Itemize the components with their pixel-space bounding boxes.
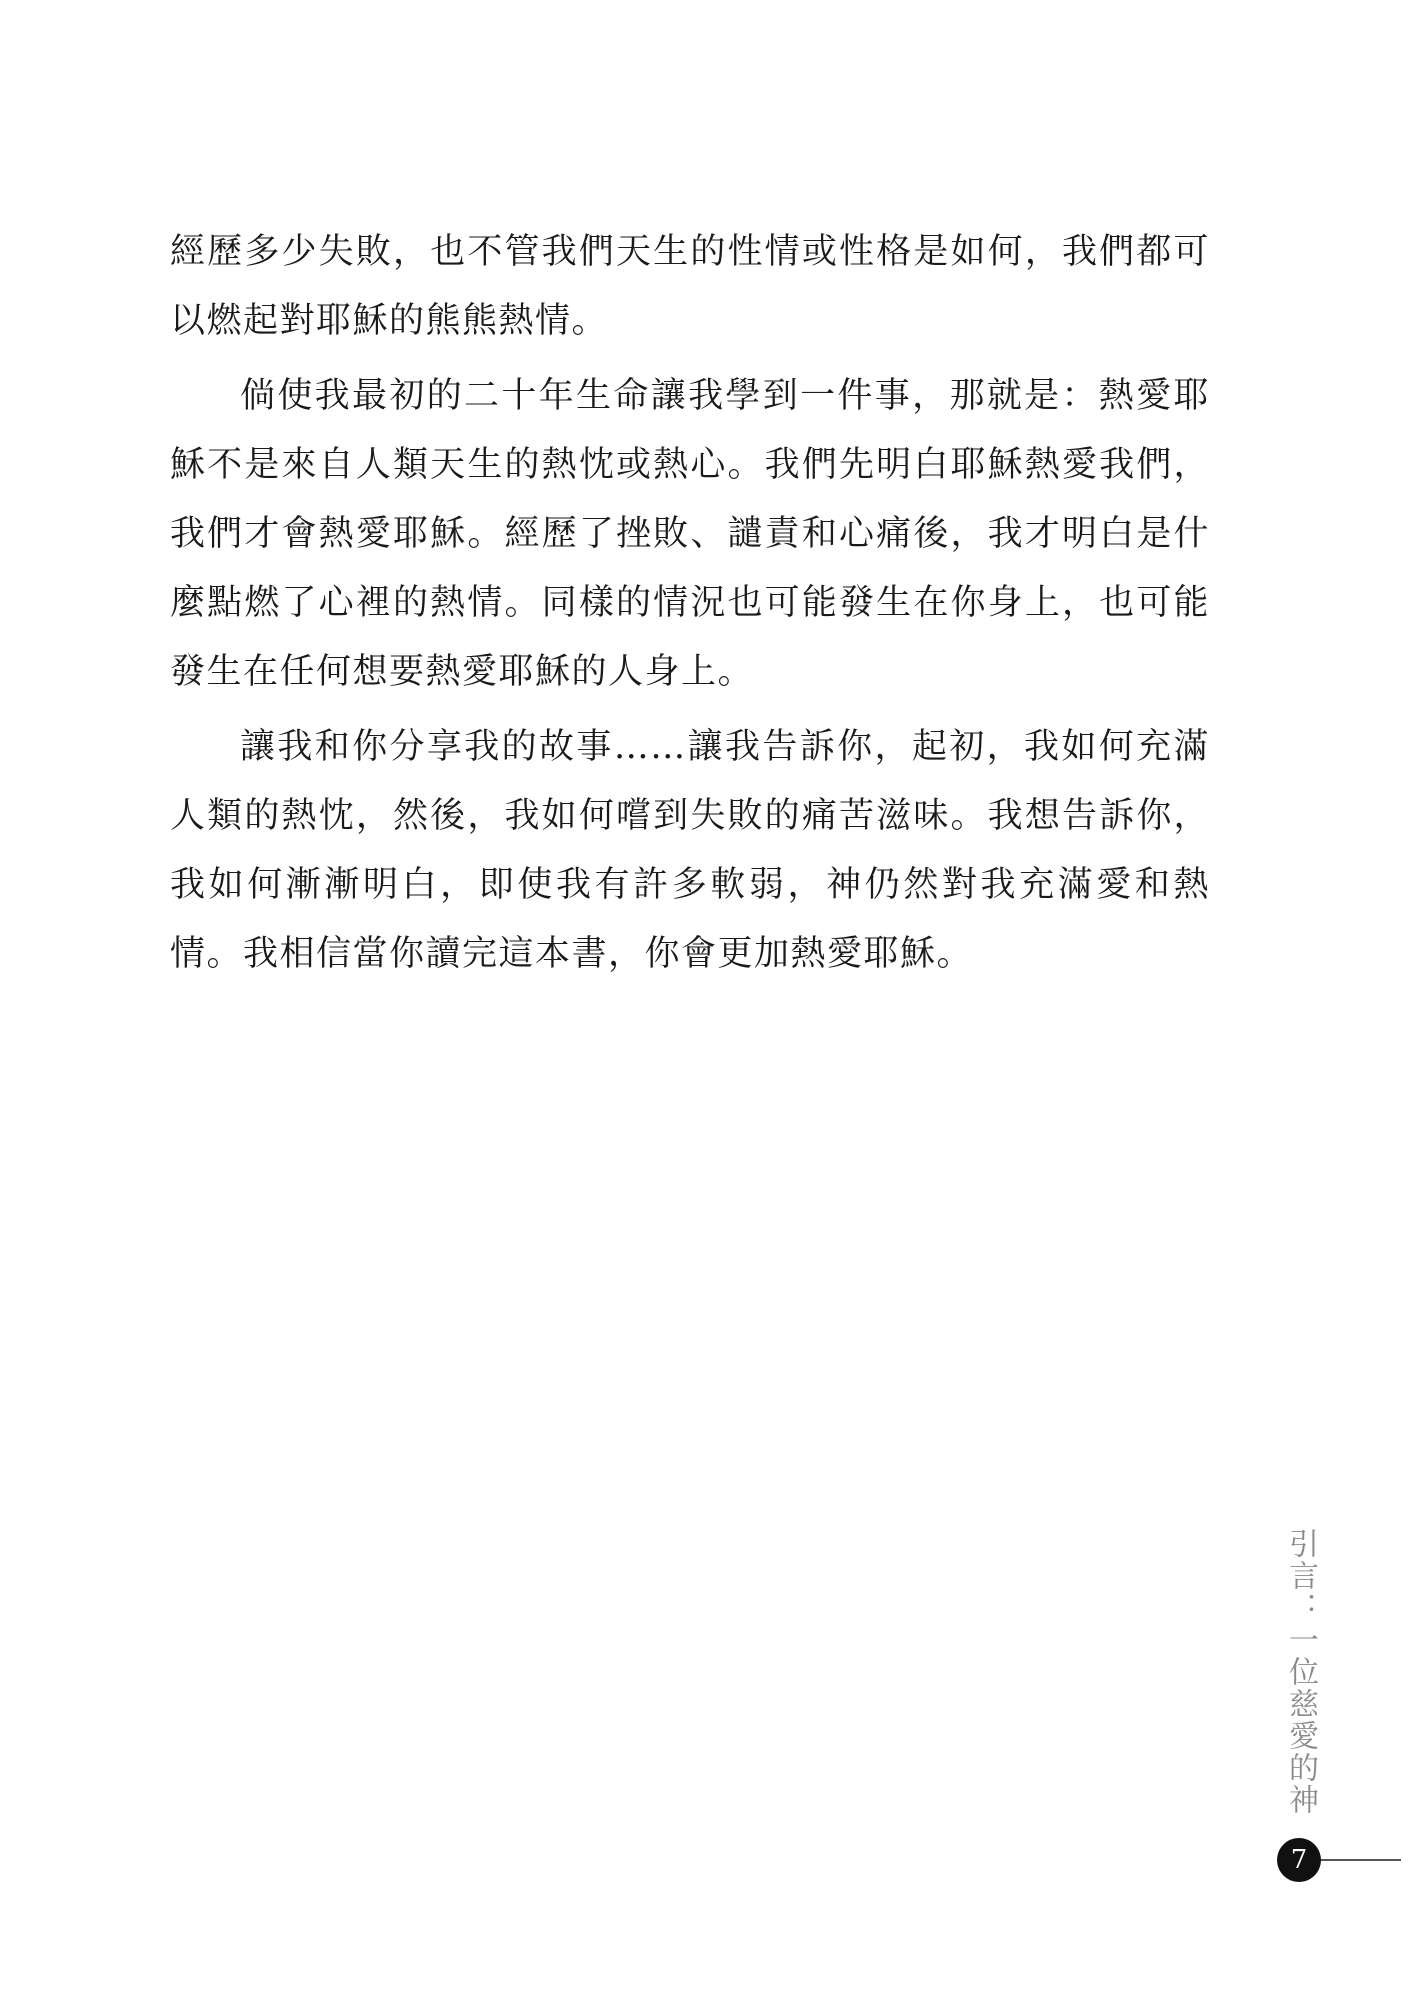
page-number-badge: 7 [1277, 1838, 1321, 1882]
running-chapter-title: 引言：一位慈愛的神 [1283, 1528, 1318, 1816]
page-number-rule [1321, 1859, 1401, 1861]
paragraph-1: 經歷多少失敗，也不管我們天生的性情或性格是如何，我們都可以燃起對耶穌的熊熊熱情。 [170, 232, 1210, 341]
main-text [170, 218, 1210, 995]
paragraph-2: 倘使我最初的二十年生命讓我學到一件事，那就是：熱愛耶穌不是來自人類天生的熱忱或熱心。我們先明白耶穌熱愛我們，我們才會熱愛耶穌。經歷了挫敗、譴責和心痛後，我才明白是什麼點燃了心裡的熱情。同樣的情況也可能發生在你身上，也可能發生在任何想要熱愛耶穌的人身上。 [170, 376, 1210, 692]
paragraph-3: 讓我和你分享我的故事……讓我告訴你，起初，我如何充滿人類的熱忱，然後，我如何嚐到失敗的痛苦滋味。我想告訴你，我如何漸漸明白，即使我有許多軟弱，神仍然對我充滿愛和熱情。我相信當你讀完這本書，你會更加熱愛耶穌。 [170, 727, 1210, 974]
